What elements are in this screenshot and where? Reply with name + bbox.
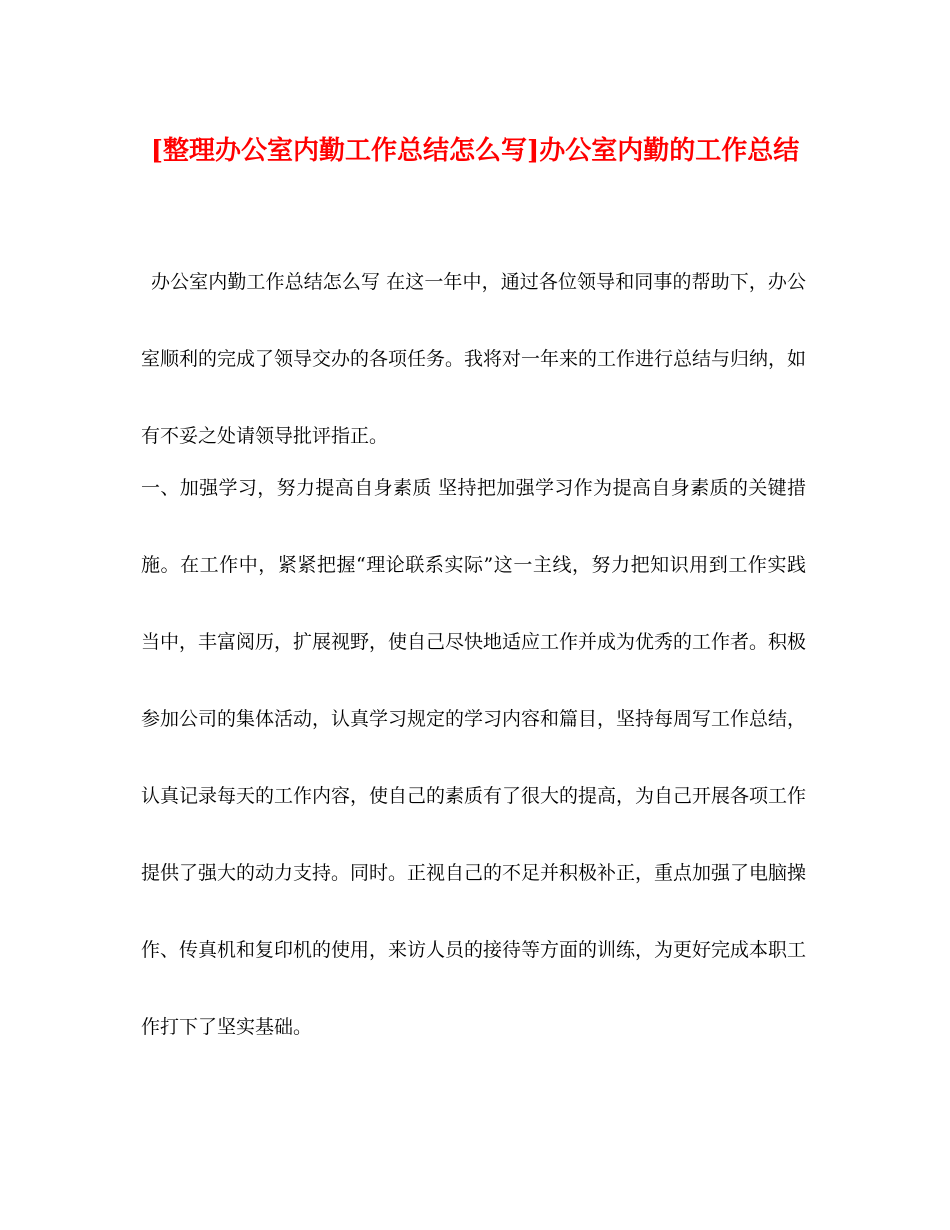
paragraph-section-one: 一、加强学习，努力提高自身素质 坚持把加强学习作为提高自身素质的关键措施。在工作中，紧紧把握“理论联系实际”这一主线，努力把知识用到工作实践当中，丰富阅历，扩展视野，使自己尽快地适应工作并成为优秀的工作者。积极参加公司的集体活动，认真学习规定的学习内容和篇目，坚持每周写工作总结，认真记录每天的工作内容，使自己的素质有了很大的提高，为自己开展各项工作提供了强大的动力支持。同时。正视自己的不足并积极补正，重点加强了电脑操作、传真机和复印机的使用，来访人员的接待等方面的训练，为更好完成本职工作打下了坚实基础。	[141, 477, 807, 1038]
document-title: [整理办公室内勤工作总结怎么写]办公室内勤的工作总结	[150, 136, 800, 166]
paragraph-intro: 办公室内勤工作总结怎么写 在这一年中，通过各位领导和同事的帮助下，办公室顺利的完成了领导交办的各项任务。我将对一年来的工作进行总结与归纳，如有不妥之处请领导批评指正。	[141, 271, 807, 447]
